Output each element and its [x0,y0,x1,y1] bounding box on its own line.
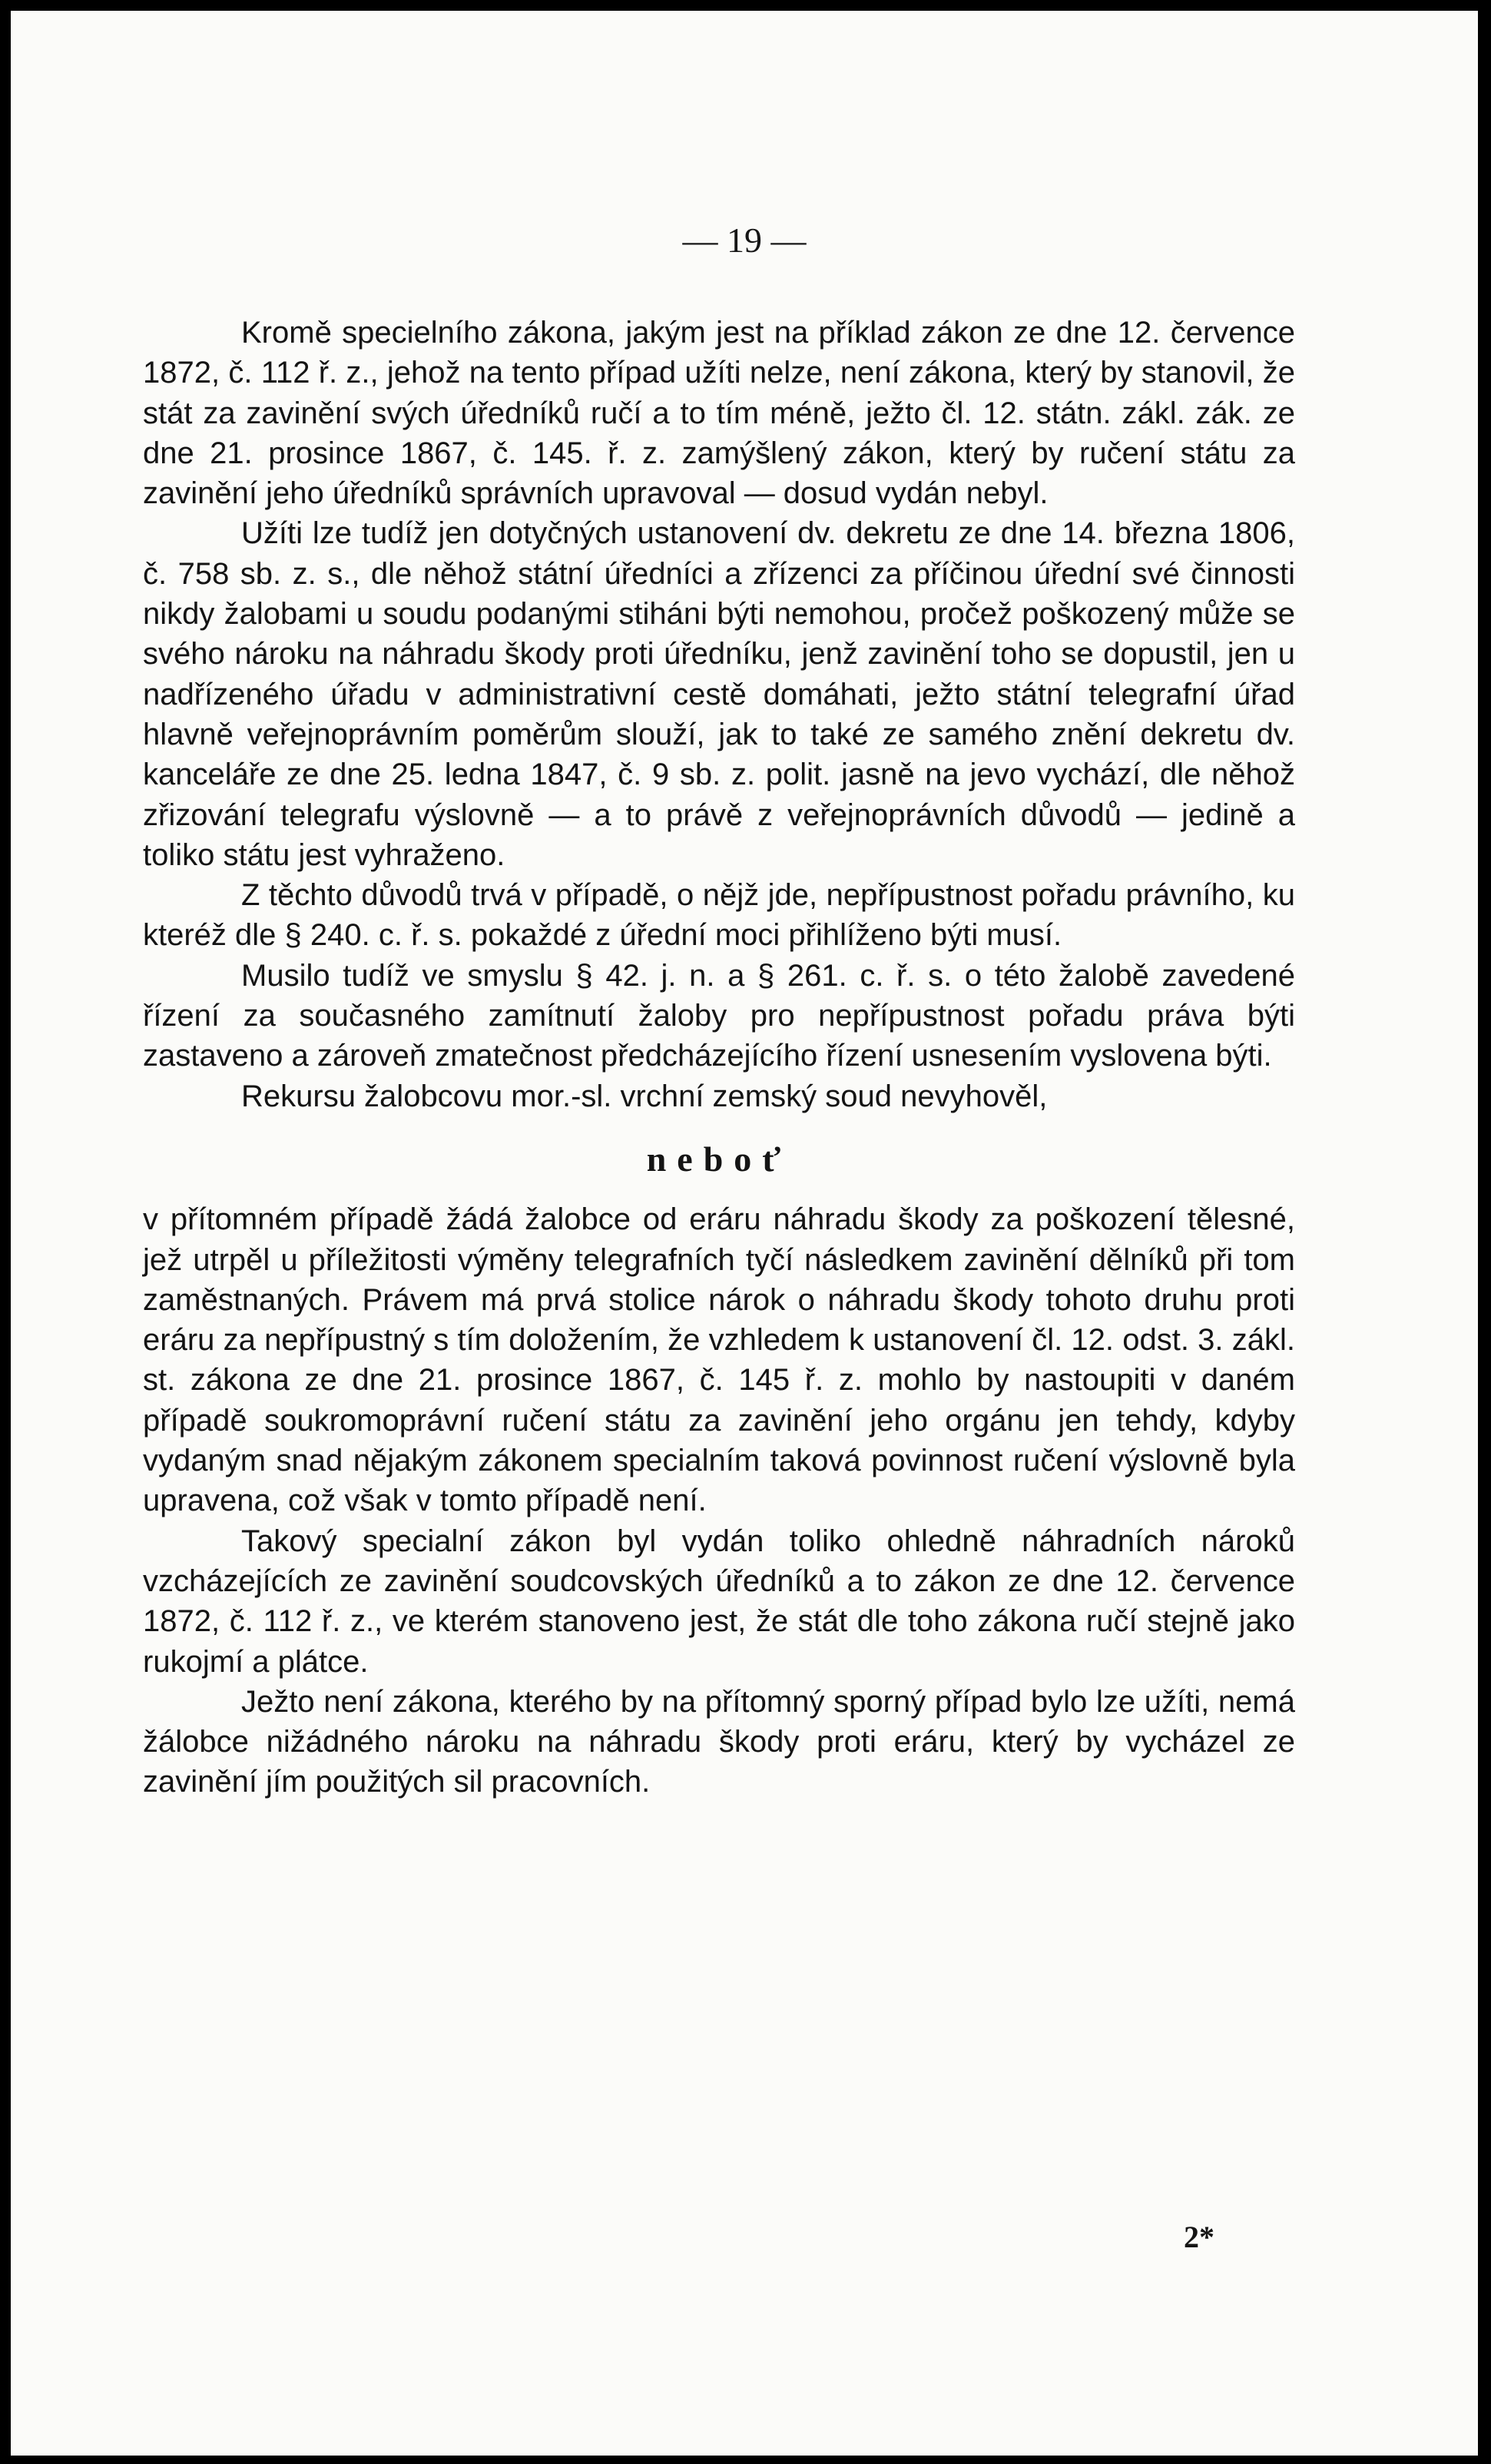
paragraph-4: Musilo tudíž ve smyslu § 42. j. n. a § 261. c. ř. s. o této žalobě zavedené řízení za současného zamítnutí žaloby pro nepřípustnost pořadu práva býti zastaveno a zároveň zmatečnost předcházejícího řízení usnesením vyslovena býti. [143,958,1295,1073]
paragraph-8: Ježto není zákona, kterého by na přítomný sporný případ bylo lze užíti, nemá žálobce nižádného nároku na náhradu škody proti eráru, který by vycházel ze zavinění jím použitých sil pracovních. [143,1684,1295,1799]
paragraph-3: Z těchto důvodů trvá v případě, o nějž jde, nepřípustnost pořadu právního, ku kteréž dle § 240. c. ř. s. pokaždé z úřední moci přihlíženo býti musí. [143,878,1295,953]
body-text [143,313,1295,1802]
paragraph-5: Rekursu žalobcovu mor.-sl. vrchní zemský soud nevyhověl, [241,1079,1048,1113]
paragraph-6: v přítomném případě žádá žalobce od eráru náhradu škody za poškození tělesné, jež utrpěl u příležitosti výměny telegrafních tyčí následkem zavinění dělníků při tom zaměstnaných. Právem má prvá stolice nárok o náhradu škody tohoto druhu proti eráru za nepřípustný s tím doložením, že vzhledem k ustanovení čl. 12. odst. 3. zákl. st. zákona ze dne 21. prosince 1867, č. 145 ř. z. mohlo by nastoupiti v daném případě soukromoprávní ručení státu za zavinění jeho orgánu jen tehdy, kdyby vydaným snad nějakým zákonem specialním taková povinnost ručení výslovně byla upravena, což však v tomto případě není. [143,1202,1295,1518]
paragraph-1: Kromě specielního zákona, jakým jest na příklad zákon ze dne 12. července 1872, č. 112 ř. z., jehož na tento případ užíti nelze, není zákona, který by stanovil, že stát za zavinění svých úředníků ručí a to tím méně, ježto čl. 12. státn. zákl. zák. ze dne 21. prosince 1867, č. 145. ř. z. zamýšlený zákon, který by ručení státu za zavinění jeho úředníků správních upravoval — dosud vydán nebyl. [143,316,1295,511]
signature-mark: 2* [1184,2220,1214,2254]
paragraph-7: Takový specialní zákon byl vydán toliko ohledně náhradních nároků vzcházejících ze zavinění soudcovských úředníků a to zákon ze dne 12. července 1872, č. 112 ř. z., ve kterém stanoveno jest, že stát dle toho zákona ručí stejně jako rukojmí a plátce. [143,1524,1295,1679]
section-heading: neboť [646,1139,792,1179]
paragraph-2: Užíti lze tudíž jen dotyčných ustanovení dv. dekretu ze dne 14. března 1806, č. 758 sb. z. s., dle něhož státní úředníci a zřízenci za příčinou úřední své činnosti nikdy žalobami u soudu podanými stiháni býti nemohou, pročež poškozený může se svého nároku na náhradu škody proti úředníku, jenž zavinění toho se dopustil, jen u nadřízeného úřadu v administrativní cestě domáhati, ježto státní telegrafní úřad hlavně veřejnoprávním poměrům slouží, jak to také ze samého znění dekretu dv. kanceláře ze dne 25. ledna 1847, č. 9 sb. z. polit. jasně na jevo vychází, dle něhož zřizování telegrafu výslovně — a to právě z veřejnoprávních důvodů — jedině a toliko státu jest vyhraženo. [143,516,1295,872]
document-page [11,11,1478,2456]
page-number: — 19 — [682,221,807,260]
